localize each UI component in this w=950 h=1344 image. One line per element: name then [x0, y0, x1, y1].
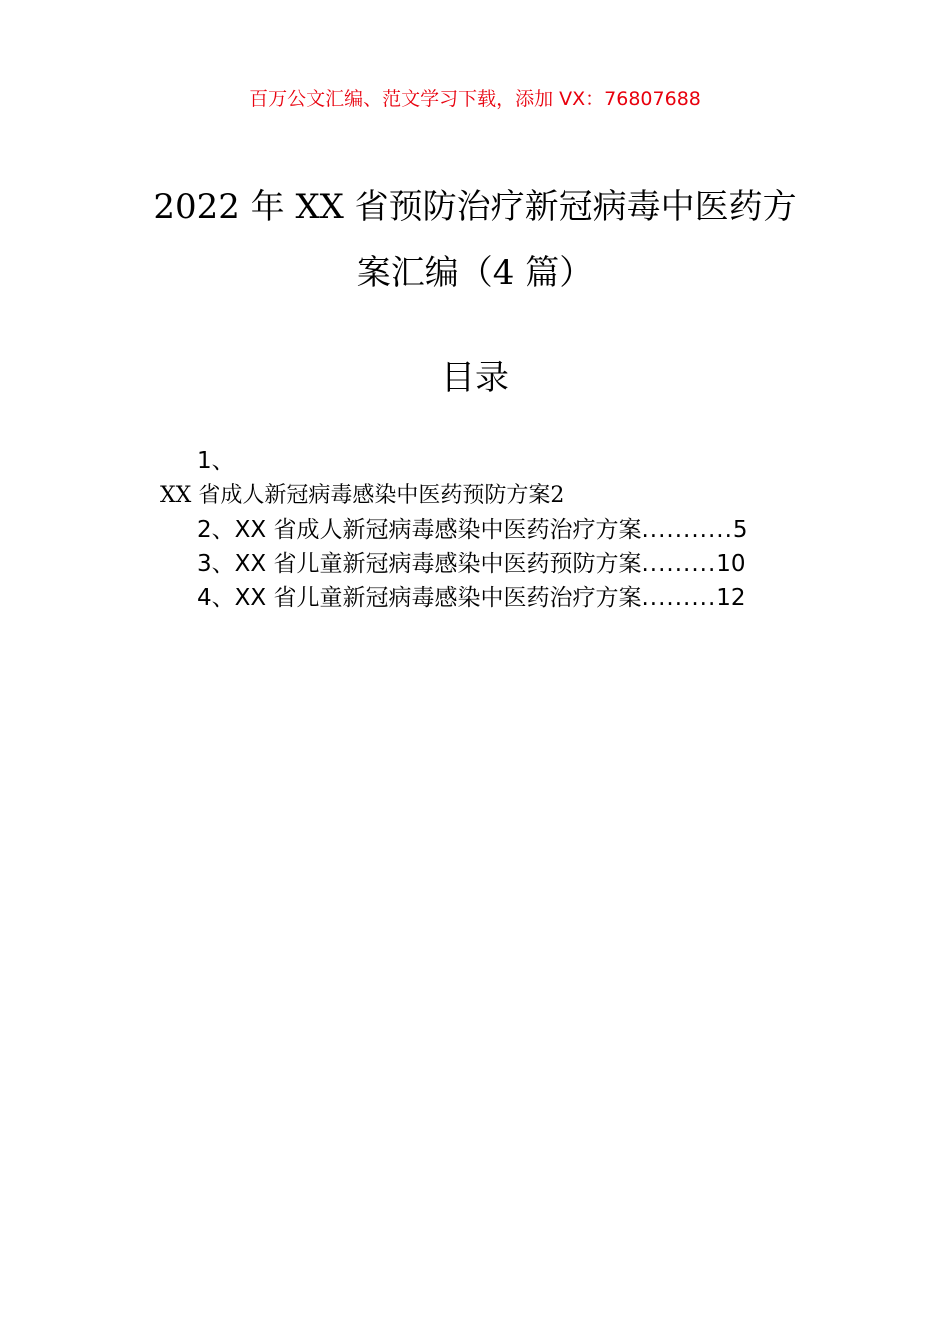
toc-item-1-text[interactable]: XX 省成人新冠病毒感染中医药预防方案	[160, 483, 551, 508]
toc-item-4-leader: .........	[641, 585, 717, 611]
document-title	[150, 174, 800, 306]
toc-item-2-leader: ...........	[641, 517, 733, 543]
title-line-1: 2022 年 XX 省预防治疗新冠病毒中医药方	[153, 187, 797, 227]
toc-item-3-page[interactable]: 10	[716, 551, 746, 577]
toc-heading: 目录	[441, 358, 509, 398]
toc-item-3[interactable]	[160, 547, 810, 581]
toc-item-1[interactable]	[160, 479, 810, 513]
toc-item-4[interactable]	[160, 581, 810, 615]
toc-item-3-text[interactable]: 3、XX 省儿童新冠病毒感染中医药预防方案	[197, 551, 642, 577]
table-of-contents	[160, 444, 810, 615]
header-note: 百万公文汇编、范文学习下载，添加 VX：76807688	[249, 88, 701, 110]
toc-item-4-text[interactable]: 4、XX 省儿童新冠病毒感染中医药治疗方案	[197, 585, 642, 611]
toc-item-1-number[interactable]: 1、	[197, 448, 235, 474]
title-line-2: 案汇编（4 篇）	[356, 253, 594, 293]
toc-item-1-page[interactable]: 2	[550, 483, 565, 508]
toc-item-1-number-row	[160, 444, 810, 478]
toc-item-2-page[interactable]: 5	[732, 517, 748, 543]
toc-item-2[interactable]	[160, 513, 810, 547]
toc-item-4-page[interactable]: 12	[716, 585, 746, 611]
toc-item-2-text[interactable]: 2、XX 省成人新冠病毒感染中医药治疗方案	[197, 517, 642, 543]
toc-item-3-leader: .........	[641, 551, 717, 577]
